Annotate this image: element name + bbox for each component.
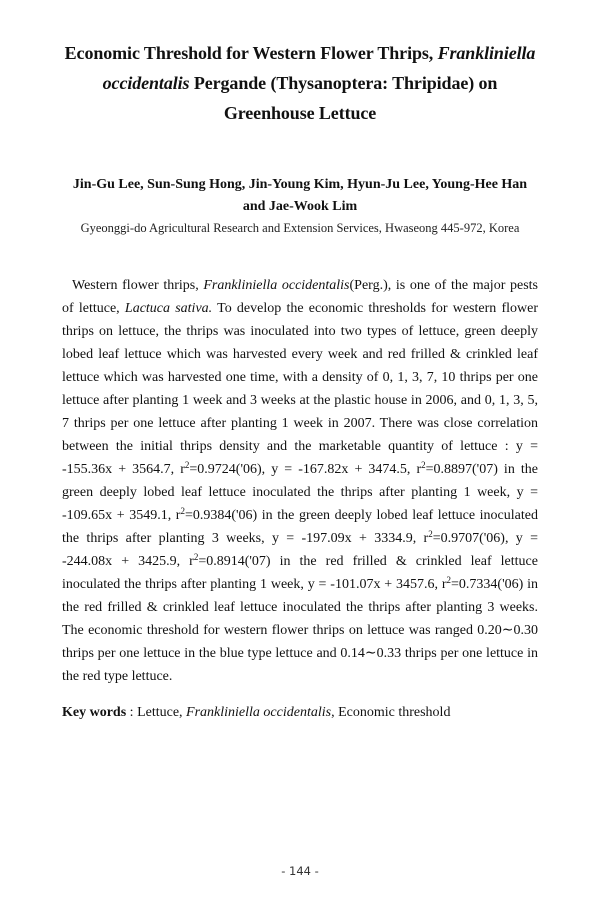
abstract-host-species: Lactuca sativa. bbox=[124, 301, 213, 316]
keyword: , Economic threshold bbox=[331, 705, 451, 720]
paper-title bbox=[62, 38, 538, 128]
author-list: Jin-Gu Lee, Sun-Sung Hong, Jin-Young Kim, Hyun-Ju Lee, Young-Hee Han and Jae-Wook Lim bbox=[72, 177, 528, 214]
keywords-separator: : bbox=[126, 705, 138, 720]
keywords bbox=[62, 702, 538, 724]
abstract-text: Western flower thrips, bbox=[72, 278, 204, 293]
abstract-text: =0.8914('07) in the red frilled & crinkled leaf lettuce inoculated the thrips after planting 1 week, y = -101.07x + 3457.6, r bbox=[62, 554, 538, 592]
title-part-1: Economic Threshold for Western Flower Thrips, bbox=[64, 43, 438, 63]
abstract-text: To develop the economic thresholds for western flower thrips on lettuce, the thrips was inoculated into two types of lettuce, green deeply lobed leaf lettuce which was harvested every week and red frilled & crinkled leaf lettuce which was harvested one time, with a density of 0, 1, 3, 7, 10 thrips per one lettuce after planting 1 week and 3 weeks at the plastic house in 2006, and 0, 1, 3, 5, 7 thrips per one lettuce after planting 1 week in 2007. There was close correlation between the initial thrips density and the marketable quantity of lettuce : y = -155.36x + 3564.7, r bbox=[62, 301, 538, 477]
superscript: 2 bbox=[184, 460, 190, 470]
abstract-text: (Perg.), is one of the major pests of lettuce, bbox=[62, 278, 538, 316]
abstract-text: =0.9724('06), y = -167.82x + 3474.5, r bbox=[189, 462, 422, 477]
superscript: 2 bbox=[193, 552, 199, 562]
abstract bbox=[62, 274, 538, 688]
page-number: - 144 - bbox=[281, 864, 319, 878]
abstract-text: =0.8897('07) in the green deeply lobed leaf lettuce inoculated the thrips after planting 1 week, y = -109.65x + 3549.1, r bbox=[62, 462, 538, 523]
superscript: 2 bbox=[421, 460, 426, 470]
superscript: 2 bbox=[428, 529, 433, 539]
abstract-text: =0.7334('06) in the red frilled & crinkled leaf lettuce inoculated the thrips after planting 3 weeks. The economic threshold for western flower thrips on lettuce was ranged 0.20∼0.30 thrips per one lettuce in the blue type lettuce and 0.14∼0.33 thrips per one lettuce in the red type lettuce. bbox=[62, 577, 538, 684]
title-species: Frankliniella occidentalis bbox=[102, 43, 536, 93]
superscript: 2 bbox=[446, 575, 452, 585]
abstract-species: Frankliniella occidentalis bbox=[203, 278, 350, 293]
superscript: 2 bbox=[180, 506, 185, 516]
affiliation: Gyeonggi-do Agricultural Research and Extension Services, Hwaseong 445-972, Korea bbox=[80, 221, 520, 235]
keyword: Lettuce, bbox=[137, 705, 187, 720]
abstract-text: =0.9707('06), y = -244.08x + 3425.9, r bbox=[62, 531, 538, 569]
paper-page bbox=[0, 38, 600, 918]
title-part-2: Pergande (Thysanoptera: Thripidae) on Greenhouse Lettuce bbox=[189, 73, 498, 123]
abstract-text: =0.9384('06) in the green deeply lobed leaf lettuce inoculated the thrips after planting 3 weeks, y = -197.09x + 3334.9, r bbox=[62, 508, 538, 546]
keywords-label: Key words bbox=[62, 705, 127, 720]
keyword-species: Frankliniella occidentalis bbox=[186, 705, 332, 720]
